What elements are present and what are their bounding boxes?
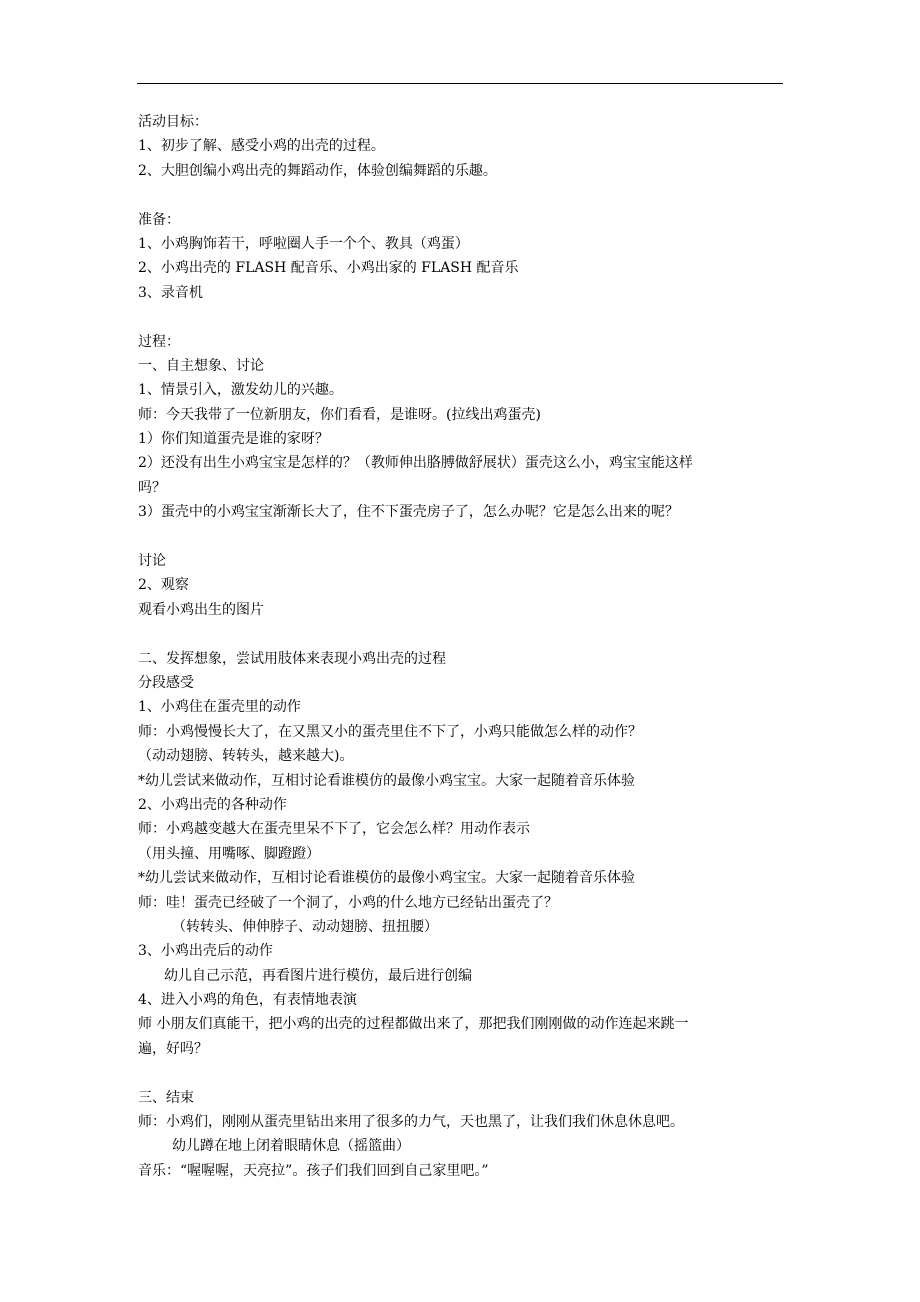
discuss-line: 观看小鸡出生的图片 — [138, 601, 264, 618]
part2-line: 分段感受 — [138, 674, 194, 691]
process-line: 1）你们知道蛋壳是谁的家呀？ — [138, 431, 329, 448]
goals-heading: 活动目标： — [138, 114, 208, 130]
spacer — [138, 305, 788, 329]
part2-line: 师：哇！蛋壳已经破了一个洞了，小鸡的什么地方已经钻出蛋壳了？ — [138, 894, 558, 911]
process-line: 1、情景引入，激发幼儿的兴趣。 — [138, 382, 343, 399]
part2-line: （用头撞、用嘴啄、脚蹬蹬） — [138, 845, 320, 862]
part2-line: 师 小朋友们真能干，把小鸡的出壳的过程都做出来了，那把我们刚刚做的动作连起来跳一 — [138, 1016, 689, 1033]
process-line: 师：今天我带了一位新朋友，你们看看，是谁呀。(拉线出鸡蛋壳) — [138, 406, 541, 423]
part2-line: 师：小鸡慢慢长大了，在又黑又小的蛋壳里住不下了，小鸡只能做怎么样的动作？ — [138, 723, 642, 740]
part3-title: 三、结束 — [138, 1089, 194, 1106]
process-line: 吗？ — [138, 479, 166, 496]
prep-item: 2、小鸡出壳的 FLASH 配音乐、小鸡出家的 FLASH 配音乐 — [138, 260, 519, 277]
part2-line: 1、小鸡住在蛋壳里的动作 — [138, 699, 301, 716]
spacer — [138, 525, 788, 549]
part2-line: 遍，好吗？ — [138, 1040, 208, 1057]
part2-line: *幼儿尝试来做动作，互相讨论看谁模仿的最像小鸡宝宝。大家一起随着音乐体验 — [138, 772, 635, 789]
part2-line: 4、进入小鸡的角色，有表情地表演 — [138, 992, 357, 1009]
discuss-line: 2、观察 — [138, 577, 189, 594]
process-heading: 过程： — [138, 333, 180, 350]
process-line: 3）蛋壳中的小鸡宝宝渐渐长大了，住不下蛋壳房子了，怎么办呢？它是怎么出来的呢？ — [138, 504, 679, 521]
part2-line: 师：小鸡越变越大在蛋壳里呆不下了，它会怎么样？用动作表示 — [138, 821, 530, 838]
header-rule — [137, 83, 783, 84]
part2-line: *幼儿尝试来做动作，互相讨论看谁模仿的最像小鸡宝宝。大家一起随着音乐体验 — [138, 870, 635, 887]
discuss-heading: 讨论 — [138, 553, 166, 570]
part2-line: （转转头、伸伸脖子、动动翅膀、扭扭腰） — [172, 918, 438, 935]
part3-line: 幼儿蹲在地上闭着眼睛休息（摇篮曲） — [172, 1138, 410, 1155]
spacer — [138, 622, 788, 646]
goal-item: 2、大胆创编小鸡出壳的舞蹈动作，体验创编舞蹈的乐趣。 — [138, 162, 497, 179]
part2-line: 2、小鸡出壳的各种动作 — [138, 796, 287, 813]
part3-line: 音乐：“喔喔喔，天亮拉”。孩子们我们回到自己家里吧。” — [138, 1162, 489, 1179]
prep-item: 1、小鸡胸饰若干，呼啦圈人手一个个、教具（鸡蛋） — [138, 235, 469, 252]
goal-item: 1、初步了解、感受小鸡的出壳的过程。 — [138, 138, 385, 155]
document-body — [138, 110, 788, 1183]
spacer — [138, 1061, 788, 1085]
part2-line: （动动翅膀、转转头，越来越大)。 — [138, 748, 354, 765]
part2-line: 幼儿自己示范，再看图片进行模仿，最后进行创编 — [164, 967, 472, 984]
prep-item: 3、录音机 — [138, 284, 203, 301]
part2-title: 二、发挥想象，尝试用肢体来表现小鸡出壳的过程 — [138, 650, 446, 667]
process-line: 2）还没有出生小鸡宝宝是怎样的？（教师伸出胳膊做舒展状）蛋壳这么小，鸡宝宝能这样 — [138, 455, 693, 472]
part1-title: 一、自主想象、讨论 — [138, 357, 264, 374]
part3-line: 师：小鸡们，刚刚从蛋壳里钻出来用了很多的力气，天也黑了，让我们我们休息休息吧。 — [138, 1114, 684, 1131]
spacer — [138, 183, 788, 207]
part2-line: 3、小鸡出壳后的动作 — [138, 943, 273, 960]
prep-heading: 准备： — [138, 211, 180, 228]
